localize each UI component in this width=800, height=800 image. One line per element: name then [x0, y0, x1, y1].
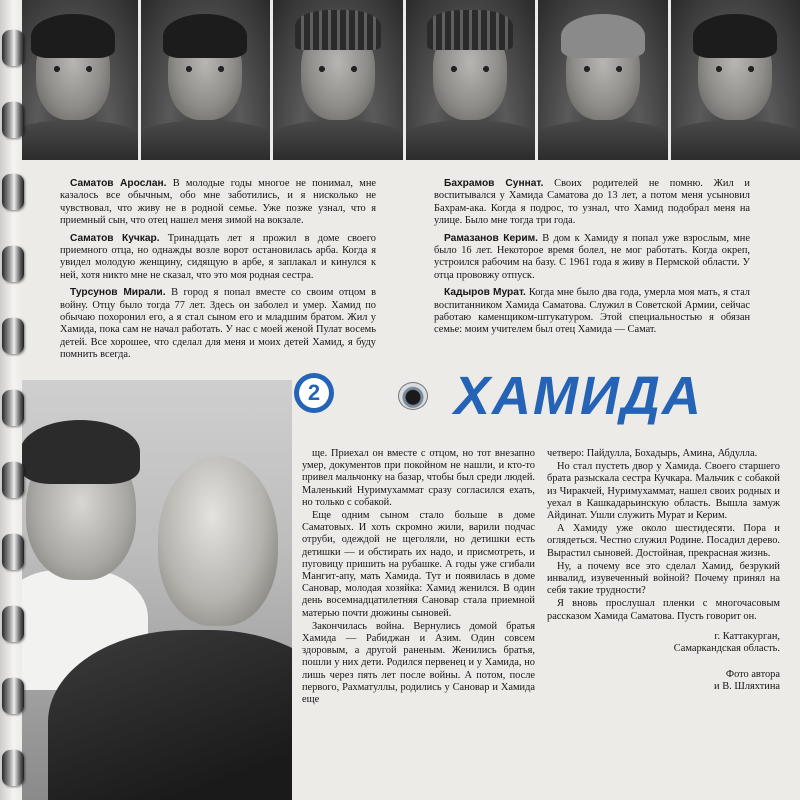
story-paragraph: четверо: Пайдулла, Бохадырь, Амина, Абдулла. [547, 448, 758, 459]
chapter-number: 2 [299, 378, 329, 408]
place-dateline [547, 631, 780, 655]
bio-text: В город я попал вместе со своим отцом в войну. Отцу было тогда 77 лет. Здесь он заболел и умер. Хамид по обычаю похоронил его, а я стал сыном его и младшим братом. Жил у Хамида, пока сам не начал работать. У нас с моей женой Пулат восемь детей. Все хорошее, что сделал для меня и моих детей Хамид, я буду помнить всегда. [60, 287, 377, 361]
bio-text: В дом к Хамиду я попал уже взрослым, мне было 16 лет. Некоторое время болел, не мог работать. Когда окреп, устроился рабочим на базу. С 1961 года я живу в Пермской области. У отца прововжу отпуск. [434, 232, 750, 281]
story-paragraph: Но стал пустеть двор у Хамида. Своего старшего брата разыскала сестра Кучкара. Мальчик с собакой из Чиракчей, Нуримухаммат, нашел своих родных и уехал в Кашкадарьинскую область. Вышла замуж Айдинат. Ушли служить Мурат и Керим. [547, 461, 780, 522]
binding-ring [2, 462, 24, 498]
portrait-photo [406, 0, 536, 160]
bio-text: Когда мне было два года, умерла моя мать, я стал воспитанником Хамида Саматова. Служил в Советской Армии, сейчас работаю каменщиком-штукатуром. Этой специальностью я обязан семье: моим учителем был отец Хамида — Самат. [434, 287, 750, 336]
story-text [302, 448, 780, 707]
bio-text: Тринадцать лет я прожил в доме своего приемного отца, но однажды возле ворот остановилась арба. Когда я увидел молодую женщину, сидящую в арбе, я заплакал и кинулся к ней, хотя никто мне не сказал, что это моя родная сестра. [60, 232, 376, 281]
portrait-photo [8, 0, 138, 160]
story-paragraph: А Хамиду уже около шестидесяти. Пора и оглядеться. Честно служил Родине. Посадил дерево. Вырастил сыновей. Достойная, прекрасная жизнь. [547, 523, 780, 559]
story-paragraph: Ну, а почему все это сделал Хамид, безрукий инвалид, изувеченный войной? Почему принял на себя такие трудности? [547, 560, 780, 597]
binding-ring [2, 390, 24, 426]
chapter-badge [294, 373, 334, 413]
bio-entry [434, 178, 750, 228]
hamid-photo [8, 380, 292, 800]
portrait-photo [273, 0, 403, 160]
bio-entry [434, 287, 750, 337]
article-title: ХАМИДА [454, 366, 703, 426]
bio-name: Бахрамов Суннат. [444, 178, 544, 189]
story-paragraph: Еще одним сыном стало больше в доме Саматовых. И хоть скромно жили, варили подчас отруби, одеждой не щеголяли, но детишки есть детишки — и обстирать их надо, и присмотреть, и пуговицу пришить на рубашке. А годы уже сгибали Мангит-апу, мать Хамида. Тут и появилась в доме Сановар, молодая хозяйка: Хамид женился. В один день восемнадцатилетняя Сановар стала приемной матерью почти дюжины сыновей. [302, 510, 535, 619]
binding-ring [2, 750, 24, 786]
binding-ring [2, 102, 24, 138]
biographies [60, 178, 750, 360]
bio-name: Саматов Арослан. [70, 178, 167, 189]
portrait-photo [141, 0, 271, 160]
portrait-photo [538, 0, 668, 160]
binding-ring [2, 174, 24, 210]
credit-line: Фото автора [725, 669, 780, 681]
film-reel-icon [398, 382, 428, 410]
bio-text: В молодые годы многое не понимал, мне казалось все обычным, обо мне заботились, и я нисколько не чувствовал, что живу не в родной семье. Уже позже узнал, что я приемный сын, что отец нашел меня зимой на вокзале. [60, 178, 376, 227]
bio-entry [60, 233, 376, 283]
binding-ring [2, 534, 24, 570]
bio-name: Кадыров Мурат. [444, 287, 526, 299]
bio-entry [434, 233, 750, 283]
photo-credit [547, 669, 780, 693]
story-paragraph: Я вновь прослушал пленки с многочасовым рассказом Хамида Саматова. Пусть говорит он. [547, 598, 780, 622]
credit-line: и В. Шляхтина [714, 681, 780, 693]
story-paragraph: Закончилась война. Вернулись домой братья Хамида — Рабиджан и Азим. Один совсем здоровым, а другой раненым. Женились братья, пошли у них дети. Родился первенец и у Хамида, но лишь через пять лет после войны. А потом, после первого, Рахматуллы, родились у Сановар и Хамида еще [302, 620, 535, 706]
place-line: г. Каттакурган, [714, 630, 780, 642]
binding-ring [2, 678, 24, 714]
binding-ring [2, 606, 24, 642]
portrait-photo [671, 0, 800, 160]
spiral-binding [0, 0, 22, 800]
binding-ring [2, 246, 24, 282]
bio-entry [60, 178, 376, 228]
binding-ring [2, 318, 24, 354]
bio-name: Турсунов Мирали. [70, 287, 166, 299]
bio-text: Своих родителей не помню. Жил и воспитывался у Хамида Саматова до 13 лет, а потом меня усыновил Бахрам-ака. Когда я подрос, то узнал, что Хамид подобрал меня на улице. Было мне тогда три года. [434, 178, 750, 227]
bio-entry [60, 287, 376, 361]
place-line: Самаркандская область. [673, 643, 780, 655]
bio-name: Саматов Кучкар. [70, 232, 160, 244]
bio-column-right [434, 178, 750, 360]
story-paragraph: ще. Приехал он вместе с отцом, но тот внезапно умер, документов при покойном не нашли, и кто-то привел мальчонку на базар, чтобы был среди людей. Маленький Нуримухаммат сразу согласился ехать, но только с собакой. [302, 448, 535, 508]
binding-ring [2, 30, 24, 66]
portrait-strip [8, 0, 800, 160]
bio-column-left [60, 178, 376, 360]
bio-name: Рамазанов Керим. [444, 232, 538, 244]
story-column-1 [302, 448, 535, 707]
story-column-2 [547, 448, 780, 707]
